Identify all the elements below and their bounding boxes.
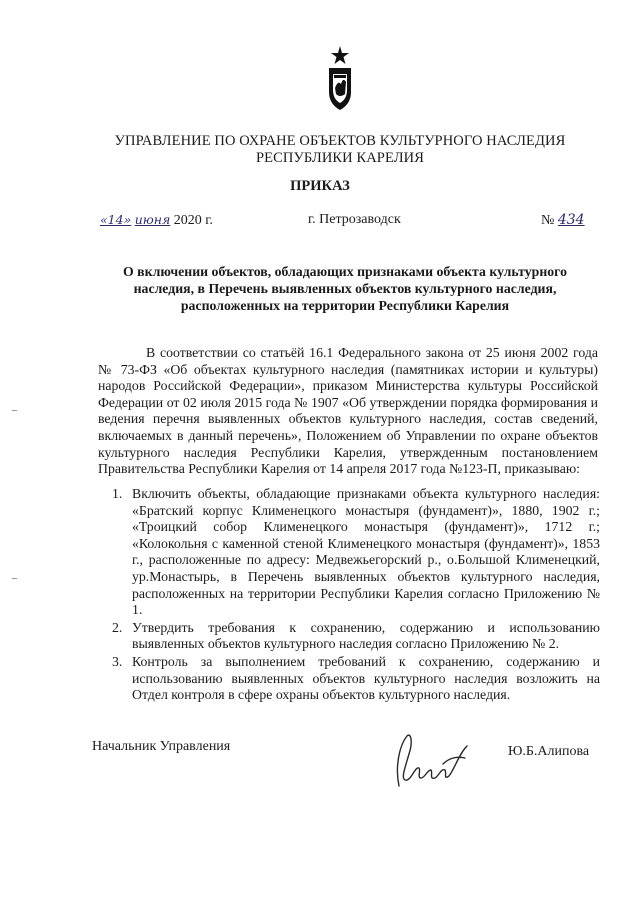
- org-line-2: РЕСПУБЛИКИ КАРЕЛИЯ: [255, 150, 425, 166]
- order-date: [100, 212, 213, 229]
- date-day: 14: [107, 212, 124, 227]
- item-text: Включить объекты, обладающие признаками объекта культурного наследия: «Братский корпус Клименецкого монастыря (фундамент)», 1880, 1902 г.; «Троицкий собор Клименецкого монастыря (фундамент)», 1712 г.; «Колокольня с каменной стеной Клименецкого монастыря (фундамент)», 1853 г., расположенные по адресу: Медвежьегорский р., о.Большой Клименецкий, ур.Монастырь, в Перечень выявленных объектов культурного наследия, расположенных на территории Республики Карелия согласно Приложению № 1.: [132, 486, 600, 618]
- date-close-quote: »: [123, 212, 132, 227]
- number-label: №: [541, 213, 555, 228]
- city: г. Петрозаводск: [308, 212, 401, 227]
- coat-of-arms-emblem: [326, 44, 354, 114]
- item-text: Контроль за выполнением требований к сохранению, содержанию и использованию выявленных объектов культурного наследия возложить на Отдел контроля в сфере охраны объектов культурного наследия.: [132, 653, 600, 703]
- item-number: 3.: [112, 653, 123, 669]
- signatory-name: Ю.Б.Алипова: [508, 744, 590, 759]
- document-type-title: ПРИКАЗ: [290, 178, 350, 194]
- item-number: 1.: [112, 486, 123, 501]
- order-item: [112, 620, 600, 653]
- preamble-paragraph: В соответствии со статьёй 16.1 Федерального закона от 25 июня 2002 года № 73-ФЗ «Об объектах культурного наследия (памятниках истории и культуры) народов Российской Федерации», приказом Министерства культуры Российской Федерации от 02 июля 2015 года № 1907 «Об утверждении порядка формирования и ведения перечня выявленных объектов культурного наследия, состав сведений, включаемых в данный перечень», Положением об Управлении по охране объектов культурного наследия Республики Карелия, утвержденным постановлением Правительства Республики Карелия от 14 апреля 2017 года №123-П, приказываю:: [98, 345, 598, 477]
- date-open-quote: «: [100, 212, 108, 227]
- order-number: [541, 212, 585, 229]
- subject-line-1: О включении объектов, обладающих признаками объекта культурного: [123, 264, 567, 279]
- order-item: [112, 486, 600, 619]
- handwritten-signature: [385, 728, 475, 790]
- margin-mark: [12, 410, 17, 411]
- order-subject: [110, 263, 580, 314]
- subject-line-3: расположенных на территории Республики Карелия: [180, 298, 510, 313]
- item-text: Утвердить требования к сохранению, содержанию и использованию выявленных объектов культурного наследия согласно Приложению № 2.: [132, 619, 600, 652]
- order-items-list: [112, 486, 600, 705]
- date-month: июня: [134, 212, 171, 227]
- organization-name: [60, 133, 620, 167]
- margin-mark: [12, 578, 17, 579]
- signatory-role: Начальник Управления: [92, 739, 231, 754]
- item-number: 2.: [112, 619, 123, 635]
- date-year: 2020 г.: [173, 213, 213, 228]
- org-line-1: УПРАВЛЕНИЕ ПО ОХРАНЕ ОБЪЕКТОВ КУЛЬТУРНОГО НАСЛЕДИЯ: [114, 133, 566, 149]
- number-value: 434: [557, 212, 585, 228]
- subject-line-2: наследия, в Перечень выявленных объектов культурного наследия,: [133, 281, 557, 296]
- order-item: [112, 654, 600, 704]
